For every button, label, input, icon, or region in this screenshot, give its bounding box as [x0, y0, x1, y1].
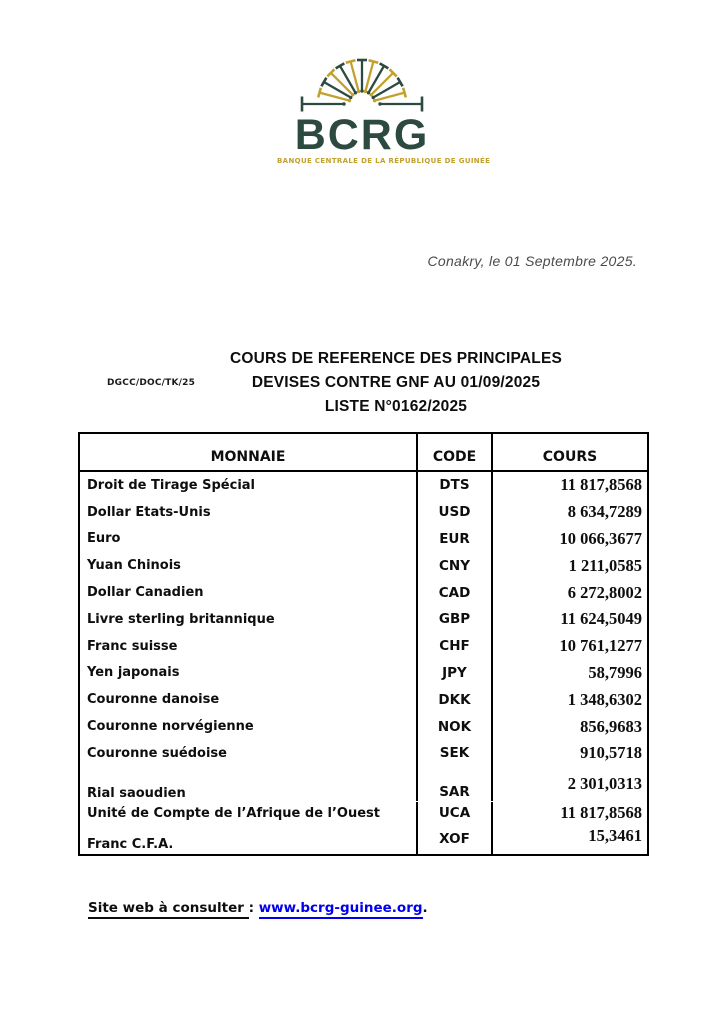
table-row: [80, 579, 647, 606]
monnaie-cell: Euro: [87, 531, 121, 547]
website-footer: [88, 898, 428, 918]
cours-cell: 910,5718: [580, 743, 642, 763]
table-row: [80, 472, 647, 499]
bcrg-logo: [277, 50, 491, 166]
cours-cell: 10 066,3677: [559, 528, 642, 548]
logo-acronym: BCRG: [294, 111, 430, 159]
table-row: [80, 499, 647, 526]
monnaie-cell: Couronne norvégienne: [87, 719, 254, 735]
table-row: [80, 526, 647, 553]
reference-code: DGCC/DOC/TK/25: [107, 378, 196, 388]
monnaie-cell: Franc suisse: [87, 638, 178, 654]
code-cell: CNY: [416, 552, 493, 579]
table-row: [80, 660, 647, 687]
table-row: [80, 686, 647, 713]
table-row: [80, 740, 647, 767]
title-line-2: DEVISES CONTRE GNF AU 01/09/2025: [251, 374, 541, 391]
monnaie-cell: Couronne danoise: [87, 692, 220, 708]
title-line-3: LISTE N°0162/2025: [324, 398, 468, 415]
code-cell: UCA: [416, 802, 493, 825]
website-link[interactable]: www.bcrg-guinee.org: [259, 900, 423, 919]
code-cell: NOK: [416, 713, 493, 740]
cours-cell: 8 634,7289: [567, 502, 642, 522]
footer-label: Site web à consulter: [88, 900, 249, 919]
table-header-row: [80, 434, 647, 472]
monnaie-cell: Droit de Tirage Spécial: [87, 477, 256, 493]
cours-cell: 10 761,1277: [559, 636, 642, 656]
monnaie-cell: Livre sterling britannique: [87, 611, 275, 627]
cours-cell: 11 817,8568: [560, 803, 642, 823]
table-row: [80, 802, 647, 825]
monnaie-cell: Couronne suédoise: [87, 745, 227, 761]
header-cours: COURS: [542, 449, 598, 465]
footer-separator: :: [248, 900, 259, 916]
cours-cell: 856,9683: [580, 716, 642, 736]
cours-cell: 2 301,0313: [567, 773, 642, 793]
table-row: [80, 606, 647, 633]
code-cell: USD: [416, 499, 493, 526]
sunburst-icon: [298, 50, 426, 114]
footer-suffix: .: [422, 900, 428, 916]
title-line-1: COURS DE REFERENCE DES PRINCIPALES: [229, 350, 563, 367]
monnaie-cell: Yen japonais: [87, 665, 180, 681]
cours-cell: 58,7996: [588, 662, 642, 682]
table-row: [80, 713, 647, 740]
cours-cell: 15,3461: [588, 825, 642, 845]
code-cell: CHF: [416, 633, 493, 660]
monnaie-cell: Rial saoudien: [87, 785, 186, 801]
code-cell: SAR: [416, 767, 493, 801]
code-cell: EUR: [416, 526, 493, 553]
cours-cell: 11 817,8568: [560, 475, 642, 495]
header-monnaie: MONNAIE: [210, 449, 286, 465]
code-cell: JPY: [416, 660, 493, 687]
code-cell: CAD: [416, 579, 493, 606]
header-code: CODE: [416, 434, 493, 470]
monnaie-cell: Dollar Canadien: [87, 585, 204, 601]
monnaie-cell: Franc C.F.A.: [87, 836, 174, 852]
cours-cell: 11 624,5049: [560, 609, 642, 629]
code-cell: XOF: [416, 825, 493, 854]
logo-tagline: BANQUE CENTRALE DE LA RÉPUBLIQUE DE GUINÉE: [277, 157, 491, 165]
table-row: [80, 552, 647, 579]
monnaie-cell: Unité de Compte de l’Afrique de l’Ouest: [87, 805, 381, 821]
code-cell: DKK: [416, 686, 493, 713]
table-row: [80, 633, 647, 660]
code-cell: DTS: [416, 472, 493, 499]
table-body: [80, 472, 647, 854]
cours-cell: 1 348,6302: [567, 689, 642, 709]
exchange-rates-table: [78, 432, 649, 856]
cours-cell: 6 272,8002: [567, 582, 642, 602]
code-cell: GBP: [416, 606, 493, 633]
code-cell: SEK: [416, 740, 493, 767]
cours-cell: 1 211,0585: [568, 555, 642, 575]
monnaie-cell: Yuan Chinois: [87, 558, 181, 574]
dateline: Conakry, le 01 Septembre 2025.: [427, 253, 637, 269]
document-title: [150, 347, 642, 419]
table-row: [80, 767, 647, 802]
table-row: [80, 825, 647, 854]
monnaie-cell: Dollar Etats-Unis: [87, 504, 211, 520]
